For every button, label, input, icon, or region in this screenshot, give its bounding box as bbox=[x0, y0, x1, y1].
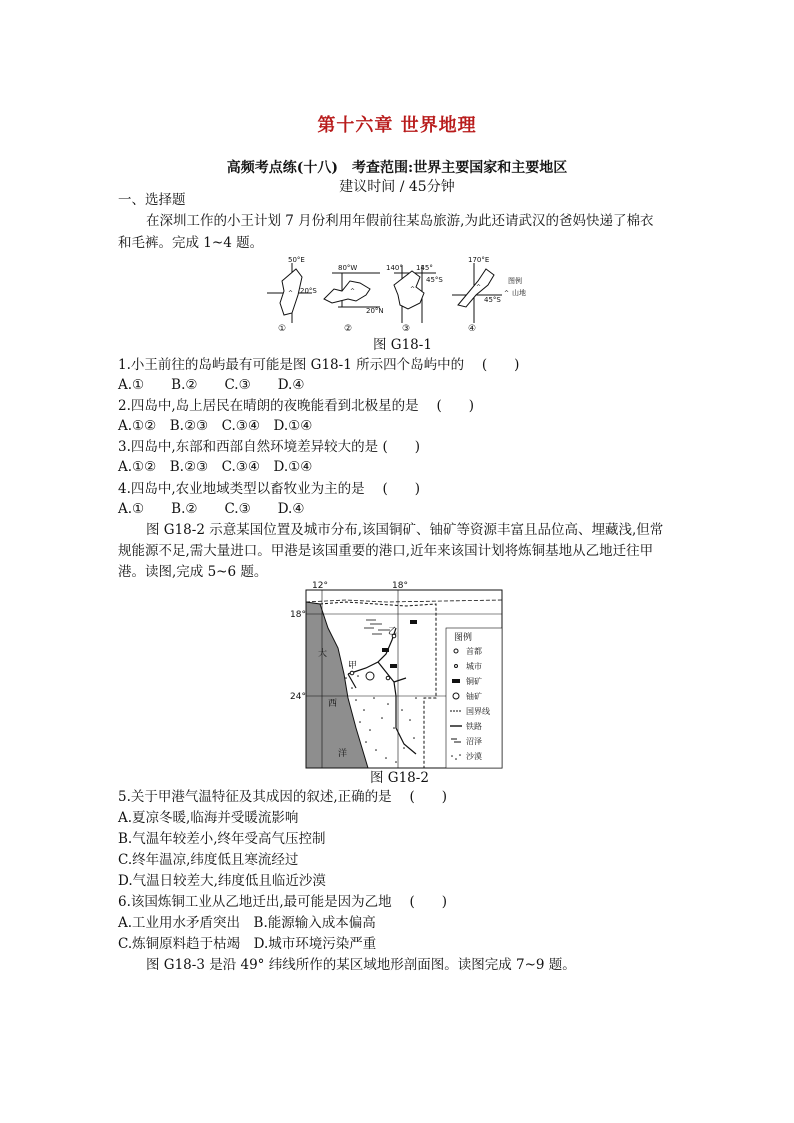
question-5-stem: 5.关于甲港气温特征及其成因的叙述,正确的是 ( ) bbox=[118, 789, 447, 805]
fig1-number: ④ bbox=[468, 324, 477, 334]
fig2-legend-item: 沙漠 bbox=[466, 752, 482, 761]
question-3-options: A.①② B.②③ C.③④ D.①④ bbox=[118, 459, 313, 475]
figure-caption: 图 G18-2 bbox=[370, 770, 429, 786]
fig1-number: ② bbox=[344, 324, 353, 334]
question-6-option: C.炼铜原料趋于枯竭 D.城市环境污染严重 bbox=[118, 936, 377, 952]
svg-text:^: ^ bbox=[476, 284, 482, 291]
fig2-lon-label: 12° bbox=[312, 581, 328, 591]
ocean-label: 洋 bbox=[338, 749, 348, 759]
question-6-option: A.工业用水矛盾突出 B.能源输入成本偏高 bbox=[118, 915, 376, 931]
fig1-label: 80°W bbox=[338, 264, 358, 272]
question-2-stem: 2.四岛中,岛上居民在晴朗的夜晚能看到北极星的是 ( ) bbox=[118, 398, 474, 414]
svg-text:^: ^ bbox=[350, 288, 356, 295]
svg-text:^: ^ bbox=[288, 290, 294, 297]
fig2-lon-label: 18° bbox=[392, 581, 408, 591]
intro-line: 图 G18-3 是沿 49° 纬线所作的某区域地形剖面图。读图完成 7~9 题。 bbox=[146, 957, 576, 973]
fig2-legend-item: 铀矿 bbox=[466, 692, 482, 701]
question-4-options: A.① B.② C.③ D.④ bbox=[118, 501, 305, 517]
figure-caption: 图 G18-1 bbox=[373, 337, 432, 353]
question-5-option: A.夏凉冬暖,临海并受暖流影响 bbox=[118, 810, 299, 826]
fig2-lat-label: 24° bbox=[290, 692, 306, 702]
fig2-legend-item: 国界线 bbox=[466, 707, 490, 716]
question-5-option: D.气温日较差大,纬度低且临近沙漠 bbox=[118, 873, 326, 889]
fig2-legend-item: 铜矿 bbox=[466, 677, 482, 686]
fig1-label: 20°N bbox=[366, 307, 384, 315]
place-label: 乙 bbox=[388, 627, 398, 637]
fig1-number: ③ bbox=[402, 324, 411, 334]
fig2-legend-item: 首都 bbox=[466, 647, 482, 656]
question-3-stem: 3.四岛中,东部和西部自然环境差异较大的是 ( ) bbox=[118, 439, 420, 455]
svg-text:^: ^ bbox=[410, 286, 416, 293]
svg-text:^: ^ bbox=[504, 290, 510, 297]
place-label: 甲 bbox=[348, 661, 358, 671]
question-6-stem: 6.该国炼铜工业从乙地迁出,最可能是因为乙地 ( ) bbox=[118, 894, 447, 910]
fig1-legend-title: 图例 bbox=[508, 277, 522, 285]
fig1-label: 45°S bbox=[484, 296, 501, 304]
chapter-title: 第十六章 世界地理 bbox=[317, 115, 477, 136]
ocean-label: 西 bbox=[328, 699, 338, 709]
section-heading: 一、选择题 bbox=[118, 192, 186, 208]
figure-g18-2 bbox=[286, 578, 506, 770]
question-4-stem: 4.四岛中,农业地域类型以畜牧业为主的是 ( ) bbox=[118, 481, 420, 497]
fig2-legend-item: 沼泽 bbox=[466, 737, 482, 746]
fig1-label: 170°E bbox=[468, 256, 490, 264]
fig2-legend-title: 图例 bbox=[454, 633, 473, 643]
section-subtitle: 高频考点练(十八) 考查范围:世界主要国家和主要地区 bbox=[226, 160, 568, 176]
question-2-options: A.①② B.②③ C.③④ D.①④ bbox=[118, 418, 313, 434]
intro-line: 在深圳工作的小王计划 7 月份利用年假前往某岛旅游,为此还请武汉的爸妈快递了棉衣 bbox=[146, 213, 654, 229]
suggested-time: 建议时间 / 45分钟 bbox=[339, 179, 455, 195]
intro-line: 规能源不足,需大量进口。甲港是该国重要的港口,近年来该国计划将炼铜基地从乙地迁往甲 bbox=[118, 543, 654, 559]
intro-line: 港。读图,完成 5~6 题。 bbox=[118, 564, 268, 580]
fig1-label: 145° bbox=[416, 264, 433, 272]
fig1-label: 45°S bbox=[426, 276, 443, 284]
fig2-legend-item: 城市 bbox=[466, 662, 482, 671]
ocean-label: 大 bbox=[318, 649, 328, 659]
intro-line: 图 G18-2 示意某国位置及城市分布,该国铜矿、铀矿等资源丰富且品位高、埋藏浅,但常 bbox=[146, 522, 664, 538]
fig1-label: 20°S bbox=[300, 287, 317, 295]
fig2-lat-label: 18° bbox=[290, 610, 306, 620]
fig1-number: ① bbox=[278, 324, 287, 334]
question-5-option: B.气温年较差小,终年受高气压控制 bbox=[118, 831, 326, 847]
intro-line: 和毛裤。完成 1~4 题。 bbox=[118, 235, 264, 251]
question-5-option: C.终年温凉,纬度低且寒流经过 bbox=[118, 852, 299, 868]
question-1-stem: 1.小王前往的岛屿最有可能是图 G18-1 所示四个岛屿中的 ( ) bbox=[118, 357, 520, 373]
fig1-legend-item: 山地 bbox=[512, 289, 526, 297]
figure-g18-1 bbox=[262, 255, 542, 335]
fig2-legend-item: 铁路 bbox=[466, 722, 482, 731]
question-1-options: A.① B.② C.③ D.④ bbox=[118, 377, 305, 393]
fig1-label: 140° bbox=[386, 264, 403, 272]
fig1-label: 50°E bbox=[288, 256, 305, 264]
